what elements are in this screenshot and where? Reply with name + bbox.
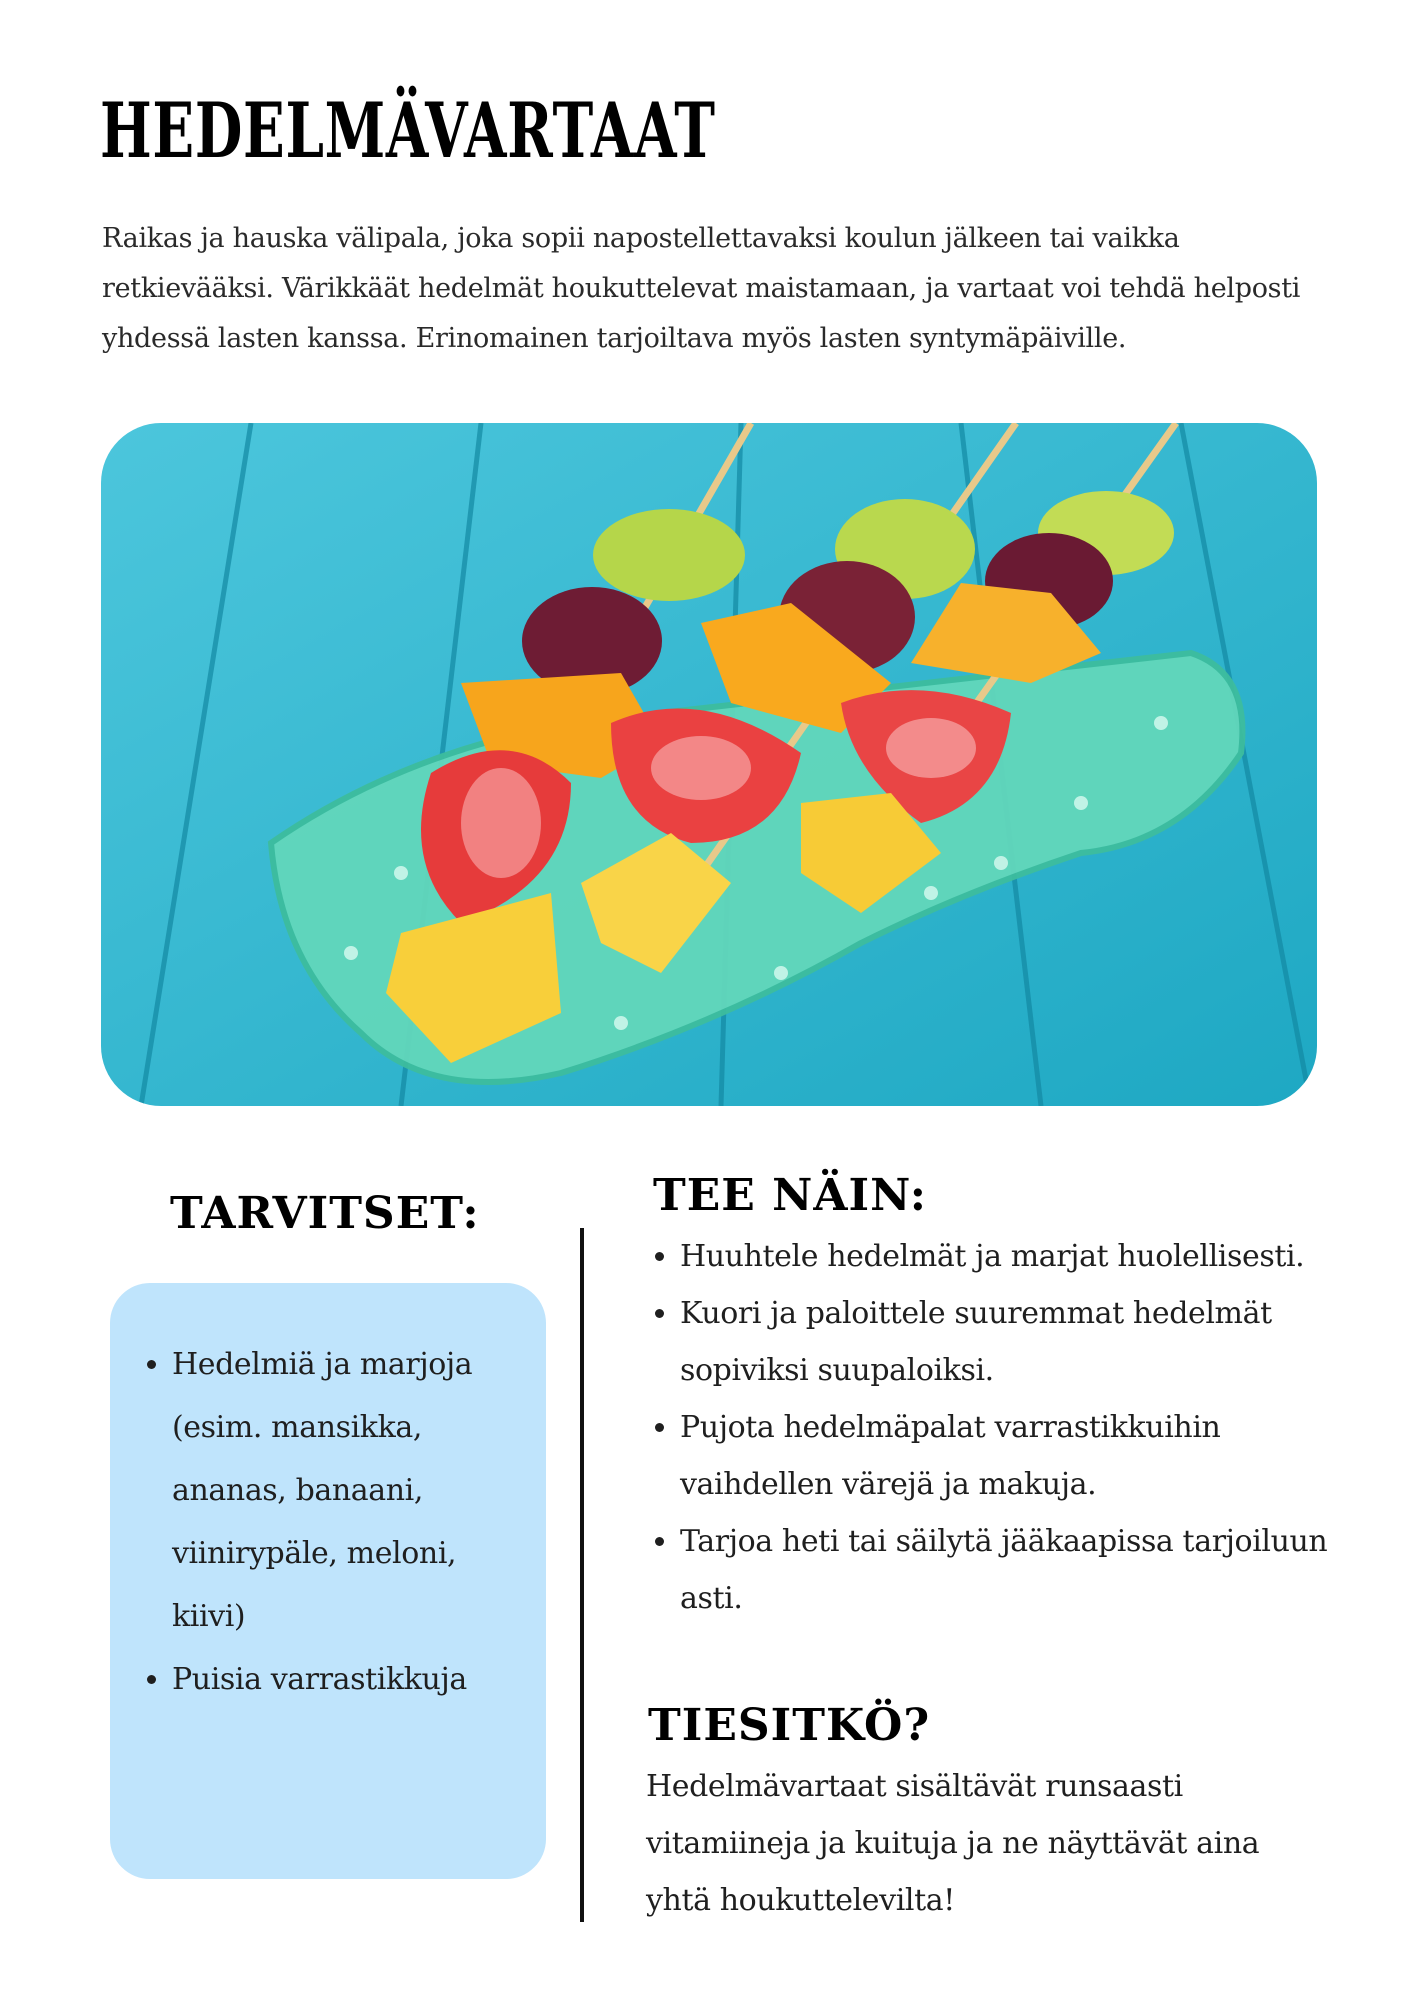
- instructions-heading: TEE NÄIN:: [653, 1170, 927, 1221]
- did-you-know-heading: TIESITKÖ?: [648, 1700, 931, 1751]
- instructions-list: [650, 1228, 1370, 1627]
- list-item: • Kuori ja paloittele suuremmat hedelmät sopiviksi suupaloiksi.: [680, 1285, 1370, 1399]
- ingredients-box: [110, 1283, 546, 1879]
- page-title: HEDELMÄVARTAAT: [100, 86, 716, 175]
- column-divider: [580, 1228, 584, 1922]
- ingredients-list: [110, 1333, 532, 1711]
- list-item: • Puisia varrastikkuja: [172, 1648, 532, 1711]
- ingredients-heading: TARVITSET:: [170, 1188, 480, 1239]
- intro-paragraph: Raikas ja hauska välipala, joka sopii napostellettavaksi koulun jälkeen tai vaikka retkievääksi. Värikkäät hedelmät houkuttelevat maistamaan, ja vartaat voi tehdä helposti yhdessä lasten kanssa. Erinomainen tarjoiltava myös lasten syntymäpäiville.: [102, 223, 1301, 354]
- list-item: • Tarjoa heti tai säilytä jääkaapissa tarjoiluun asti.: [680, 1513, 1370, 1627]
- list-item: • Hedelmiä ja marjoja (esim. mansikka, ananas, banaani, viinirypäle, meloni, kiivi): [172, 1333, 532, 1648]
- did-you-know-text: Hedelmävartaat sisältävät runsaasti vitamiineja ja kuituja ja ne näyttävät aina yhtä houkuttelevilta!: [646, 1769, 1260, 1918]
- list-item: • Pujota hedelmäpalat varrastikkuihin vaihdellen värejä ja makuja.: [680, 1399, 1370, 1513]
- fruit-skewers-photo: [101, 423, 1317, 1106]
- list-item: • Huuhtele hedelmät ja marjat huolellisesti.: [680, 1228, 1370, 1285]
